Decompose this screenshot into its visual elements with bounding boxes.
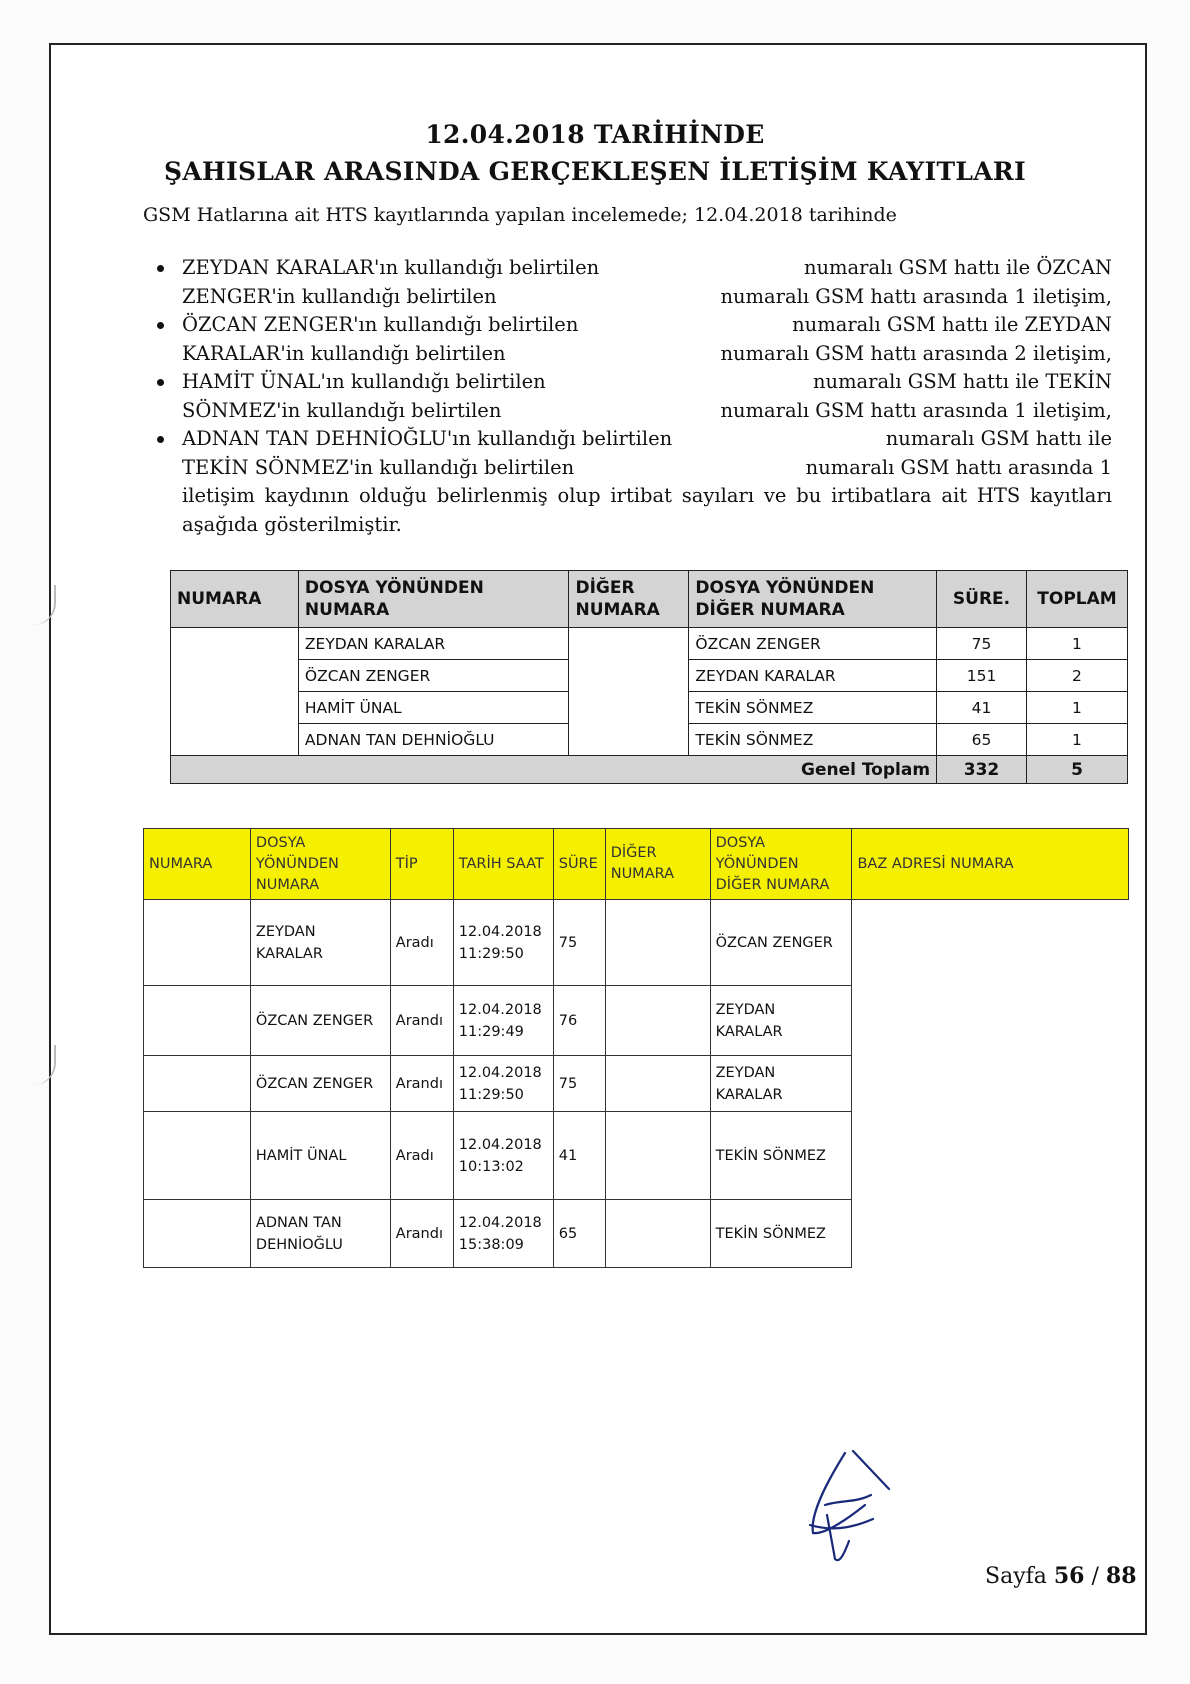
diger-numara-cell [569, 628, 689, 660]
sure-cell: 151 [937, 660, 1027, 692]
total-sure: 332 [937, 756, 1027, 784]
finding-text: numaralı GSM hattı ile ZEYDAN [792, 313, 1112, 336]
header-diger-numara: DİĞER NUMARA [569, 571, 689, 628]
finding-text: numaralı GSM hattı ile ÖZCAN [803, 256, 1112, 279]
finding-text: ZEYDAN KARALAR'ın kullandığı belirtilen [182, 256, 600, 279]
tip-cell: Arandı [390, 1200, 453, 1268]
sure-cell: 65 [937, 724, 1027, 756]
dosya-cell: ZEYDAN KARALAR [250, 900, 390, 986]
finding-item [182, 254, 1112, 311]
page-prefix: Sayfa [985, 1564, 1047, 1589]
sure-cell: 76 [553, 986, 605, 1056]
diger-numara-cell [605, 1112, 710, 1200]
dosya-cell: ÖZCAN ZENGER [298, 660, 569, 692]
saat-text: 11:29:49 [458, 1023, 524, 1040]
saat-text: 11:29:50 [458, 945, 524, 962]
diger-numara-cell [605, 986, 710, 1056]
tarih-text: 12.04.2018 [458, 1001, 542, 1018]
tip-cell: Arandı [390, 1056, 453, 1112]
page-current: 56 [1053, 1563, 1085, 1589]
header-tip: TİP [390, 829, 453, 900]
dosya-cell: HAMİT ÜNAL [250, 1112, 390, 1200]
dosya-cell: ADNAN TAN DEHNİOĞLU [298, 724, 569, 756]
table-row [144, 900, 1129, 986]
toplam-cell: 1 [1026, 628, 1127, 660]
dosya-cell: ZEYDAN KARALAR [298, 628, 569, 660]
intro-paragraph: GSM Hatlarına ait HTS kayıtlarında yapılan incelemede; 12.04.2018 tarihinde [143, 204, 897, 226]
finding-item [182, 425, 1112, 539]
document-title-line2: ŞAHISLAR ARASINDA GERÇEKLEŞEN İLETİŞİM KAYITLARI [164, 157, 1026, 186]
sure-cell: 75 [553, 1056, 605, 1112]
summary-table [170, 570, 1128, 784]
sure-cell: 75 [553, 900, 605, 986]
table-row [171, 628, 1128, 660]
dosya-cell: ÖZCAN ZENGER [250, 1056, 390, 1112]
tarih-text: 12.04.2018 [458, 1214, 542, 1231]
header-sure: SÜRE [553, 829, 605, 900]
table-row [171, 660, 1128, 692]
total-label: Genel Toplam [171, 756, 937, 784]
baz-cell [852, 1112, 1129, 1200]
numara-cell [144, 1056, 251, 1112]
diger-cell: TEKİN SÖNMEZ [689, 692, 937, 724]
baz-cell [852, 1200, 1129, 1268]
header-dosya-diger: DOSYA YÖNÜNDEN DİĞER NUMARA [710, 829, 852, 900]
diger-cell: ZEYDAN KARALAR [689, 660, 937, 692]
tip-cell: Arandı [390, 986, 453, 1056]
numara-cell [171, 724, 299, 756]
baz-cell [852, 1056, 1129, 1112]
page-separator: / [1091, 1564, 1099, 1589]
baz-cell [852, 986, 1129, 1056]
diger-numara-cell [569, 724, 689, 756]
numara-cell [171, 692, 299, 724]
finding-text: ZENGER'in kullandığı belirtilen [182, 284, 497, 308]
toplam-cell: 2 [1026, 660, 1127, 692]
finding-text: numaralı GSM hattı arasında 1 iletişim, [720, 284, 1112, 308]
page-total: 88 [1105, 1563, 1137, 1589]
finding-text: ADNAN TAN DEHNİOĞLU'ın kullandığı belirtilen [182, 427, 673, 450]
total-row [171, 756, 1128, 784]
tip-cell: Aradı [390, 900, 453, 986]
detail-table [143, 828, 1129, 1268]
numara-cell [144, 986, 251, 1056]
document-title-line1: 12.04.2018 TARİHİNDE [425, 120, 765, 149]
header-numara: NUMARA [144, 829, 251, 900]
tarih-saat-cell [453, 1056, 553, 1112]
diger-cell: ZEYDAN KARALAR [710, 1056, 852, 1112]
header-numara: NUMARA [171, 571, 299, 628]
signature-icon [805, 1445, 895, 1565]
diger-numara-cell [605, 1200, 710, 1268]
toplam-cell: 1 [1026, 692, 1127, 724]
sure-cell: 75 [937, 628, 1027, 660]
finding-text: KARALAR'in kullandığı belirtilen [182, 341, 506, 365]
tip-cell: Aradı [390, 1112, 453, 1200]
table-row [171, 692, 1128, 724]
finding-item [182, 311, 1112, 368]
tarih-saat-cell [453, 1200, 553, 1268]
table-row [144, 1056, 1129, 1112]
dosya-cell: ÖZCAN ZENGER [250, 986, 390, 1056]
header-dosya-numara: DOSYA YÖNÜNDEN NUMARA [250, 829, 390, 900]
finding-text: TEKİN SÖNMEZ'in kullandığı belirtilen [182, 455, 575, 479]
tarih-saat-cell [453, 900, 553, 986]
header-diger-numara: DİĞER NUMARA [605, 829, 710, 900]
tarih-text: 12.04.2018 [458, 1064, 542, 1081]
numara-cell [144, 1112, 251, 1200]
finding-text: numaralı GSM hattı arasında 2 iletişim, [720, 341, 1112, 365]
finding-text: ÖZCAN ZENGER'ın kullandığı belirtilen [182, 313, 579, 336]
diger-cell: TEKİN SÖNMEZ [710, 1112, 852, 1200]
sure-cell: 41 [553, 1112, 605, 1200]
dosya-cell: HAMİT ÜNAL [298, 692, 569, 724]
saat-text: 10:13:02 [458, 1158, 524, 1175]
header-dosya-diger: DOSYA YÖNÜNDEN DİĞER NUMARA [689, 571, 937, 628]
detail-header-row [144, 829, 1129, 900]
diger-cell: ÖZCAN ZENGER [689, 628, 937, 660]
header-sure: SÜRE. [937, 571, 1027, 628]
header-toplam: TOPLAM [1026, 571, 1127, 628]
tarih-saat-cell [453, 1112, 553, 1200]
sure-cell: 41 [937, 692, 1027, 724]
dosya-cell: ADNAN TAN DEHNİOĞLU [250, 1200, 390, 1268]
finding-text: HAMİT ÜNAL'ın kullandığı belirtilen [182, 370, 546, 393]
finding-text: numaralı GSM hattı ile [885, 427, 1112, 450]
saat-text: 11:29:50 [458, 1086, 524, 1103]
tarih-text: 12.04.2018 [458, 923, 542, 940]
page-number [985, 1563, 1137, 1589]
finding-list [182, 254, 1112, 539]
header-tarih-saat: TARİH SAAT [453, 829, 553, 900]
tarih-saat-cell [453, 986, 553, 1056]
finding-text: numaralı GSM hattı arasında 1 [805, 455, 1112, 479]
diger-cell: ÖZCAN ZENGER [710, 900, 852, 986]
numara-cell [171, 628, 299, 660]
finding-text: iletişim kaydının olduğu belirlenmiş olup irtibat sayıları ve bu irtibatlara ait HTS kayıtları aşağıda gösterilmiştir. [182, 484, 1112, 536]
diger-numara-cell [605, 900, 710, 986]
finding-text: SÖNMEZ'in kullandığı belirtilen [182, 398, 502, 422]
total-toplam: 5 [1026, 756, 1127, 784]
diger-cell: TEKİN SÖNMEZ [710, 1200, 852, 1268]
diger-numara-cell [569, 660, 689, 692]
numara-cell [171, 660, 299, 692]
sure-cell: 65 [553, 1200, 605, 1268]
diger-numara-cell [605, 1056, 710, 1112]
table-row [144, 986, 1129, 1056]
diger-cell: ZEYDAN KARALAR [710, 986, 852, 1056]
header-dosya-numara: DOSYA YÖNÜNDEN NUMARA [298, 571, 569, 628]
baz-cell [852, 900, 1129, 986]
finding-text: numaralı GSM hattı arasında 1 iletişim, [720, 398, 1112, 422]
saat-text: 15:38:09 [458, 1236, 524, 1253]
header-baz: BAZ ADRESİ NUMARA [852, 829, 1129, 900]
table-row [144, 1200, 1129, 1268]
tarih-text: 12.04.2018 [458, 1136, 542, 1153]
finding-item [182, 368, 1112, 425]
numara-cell [144, 1200, 251, 1268]
numara-cell [144, 900, 251, 986]
table-row [144, 1112, 1129, 1200]
table-row [171, 724, 1128, 756]
finding-text: numaralı GSM hattı ile TEKİN [812, 370, 1112, 393]
diger-numara-cell [569, 692, 689, 724]
toplam-cell: 1 [1026, 724, 1127, 756]
diger-cell: TEKİN SÖNMEZ [689, 724, 937, 756]
summary-header-row [171, 571, 1128, 628]
